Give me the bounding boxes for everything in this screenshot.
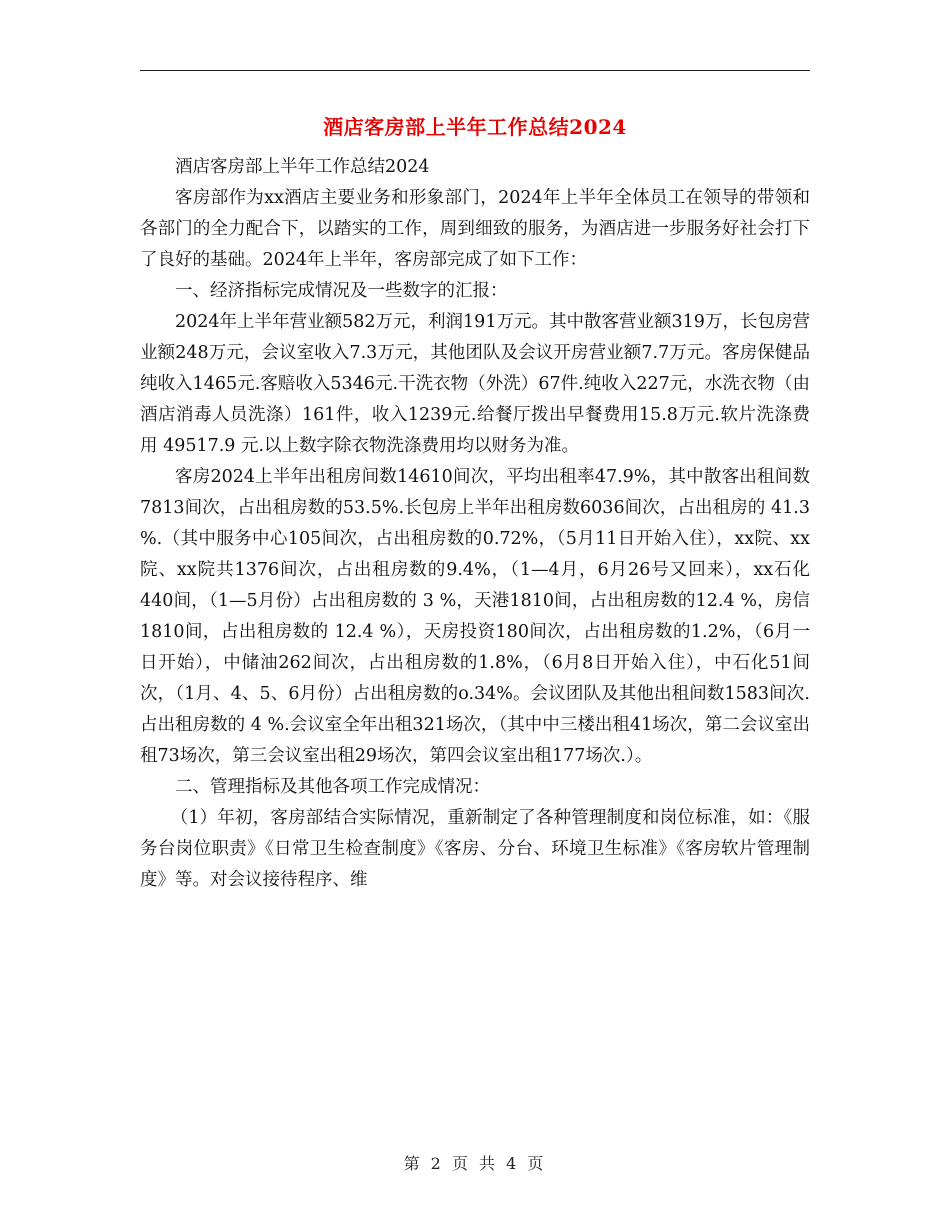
document-body [140, 152, 810, 896]
header-rule [140, 70, 810, 71]
paragraph-intro: 客房部作为xx酒店主要业务和形象部门，2024年上半年全体员工在领导的带领和各部门的全力配合下，以踏实的工作，周到细致的服务，为酒店进一步服务好社会打下了良好的基础。2024年上半年，客房部完成了如下工作： [140, 188, 810, 270]
section-heading-management: 二、管理指标及其他各项工作完成情况： [175, 777, 490, 797]
paragraph-subtitle: 酒店客房部上半年工作总结2024 [175, 157, 430, 177]
paragraph-revenue: 2024年上半年营业额582万元，利润191万元。其中散客营业额319万，长包房营业额248万元，会议室收入7.3万元，其他团队及会议开房营业额7.7万元。客房保健品纯收入1465元.客赔收入5346元.干洗衣物（外洗）67件.纯收入227元，水洗衣物（由酒店消毒人员洗涤）161件，收入1239元.给餐厅拨出早餐费用15.8万元.软片洗涤费用 49517.9 元.以上数字除衣物洗涤费用均以财务为准。 [140, 312, 810, 456]
document-title: 酒店客房部上半年工作总结2024 [323, 115, 627, 139]
paragraph-occupancy: 客房2024上半年出租房间数14610间次，平均出租率47.9%，其中散客出租间数7813间次，占出租房数的53.5%.长包房上半年出租房数6036间次，占出租房的 41.3 %.（其中服务中心105间次，占出租房数的0.72%，（5月11日开始入住），xx院、xx院、xx院共1376间次，占出租房数的9.4%，（1—4月，6月26号又回来），xx石化440间，（1—5月份）占出租房数的 3 %，天港1810间，占出租房数的12.4 %，房信1810间，占出租房数的 12.4 %），天房投资180间次，占出租房数的1.2%，（6月一日开始），中储油262间次，占出租房数的1.8%，（6月8日开始入住），中石化51间次，（1月、4、5、6月份）占出租房数的o.34%。会议团队及其他出租间数1583间次.占出租房数的 4 %.会议室全年出租321场次，（其中中三楼出租41场次，第二会议室出租73场次，第三会议室出租29场次，第四会议室出租177场次.）。 [140, 467, 810, 766]
page-number: 第 2 页 共 4 页 [403, 1154, 547, 1173]
paragraph-management-1: （1）年初，客房部结合实际情况，重新制定了各种管理制度和岗位标准，如：《服务台岗位职责》《日常卫生检查制度》《客房、分台、环境卫生标准》《客房软片管理制度》等。对会议接待程序、维 [140, 808, 810, 890]
section-heading-economic: 一、经济指标完成情况及一些数字的汇报： [175, 281, 508, 301]
